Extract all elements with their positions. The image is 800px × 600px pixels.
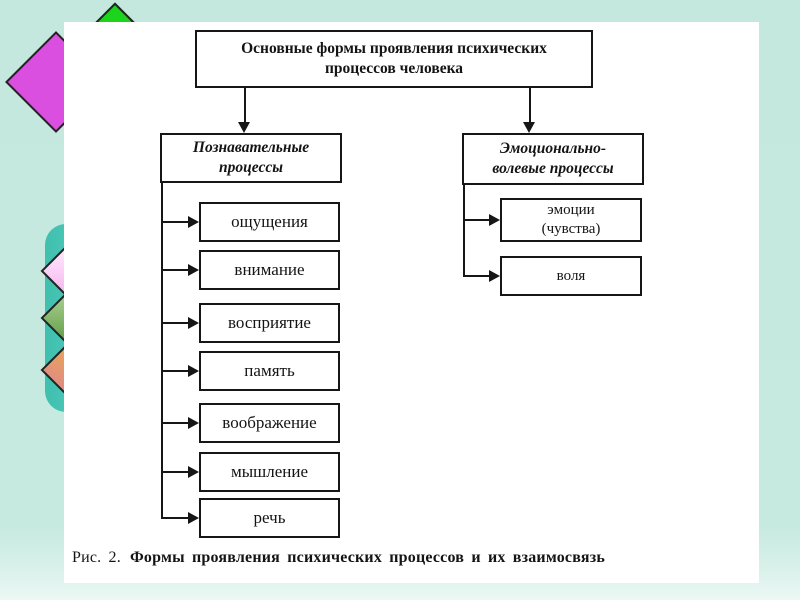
arrow-right-icon	[489, 214, 500, 226]
cognitive-processes-header-box	[160, 133, 342, 183]
process-box-imagination	[199, 403, 340, 443]
diagram-title: Основные формы проявления психических процессов человека	[241, 39, 547, 77]
connector-line	[163, 221, 189, 223]
process-box-speech	[199, 498, 340, 538]
process-label: память	[244, 361, 295, 380]
process-label: речь	[253, 508, 286, 527]
content-panel	[64, 22, 759, 583]
connector-line	[244, 88, 246, 122]
process-box-emotions	[500, 198, 642, 242]
diagram-title-box	[195, 30, 593, 88]
arrow-down-icon	[523, 122, 535, 133]
process-box-sensations	[199, 202, 340, 242]
process-box-perception	[199, 303, 340, 343]
process-box-attention	[199, 250, 340, 290]
emotional-volitional-header-box	[462, 133, 644, 185]
process-label: эмоции (чувства)	[541, 202, 601, 237]
connector-line	[529, 88, 531, 122]
connector-line	[163, 422, 189, 424]
arrow-right-icon	[188, 365, 199, 377]
process-box-memory	[199, 351, 340, 391]
process-label: воображение	[222, 413, 317, 432]
connector-line	[465, 219, 489, 221]
connector-line	[161, 183, 163, 519]
figure-caption-text: Формы проявления психических процессов и их взаимосвязь	[129, 549, 606, 566]
connector-line	[163, 322, 189, 324]
process-label: внимание	[234, 260, 305, 279]
arrow-right-icon	[489, 270, 500, 282]
connector-line	[163, 517, 189, 519]
connector-line	[163, 370, 189, 372]
figure-caption-number: Рис. 2.	[72, 549, 121, 566]
arrow-right-icon	[188, 512, 199, 524]
process-box-thinking	[199, 452, 340, 492]
process-label: воля	[556, 267, 586, 284]
arrow-right-icon	[188, 466, 199, 478]
process-box-will	[500, 256, 642, 296]
cognitive-processes-header: Познавательные процессы	[192, 138, 310, 176]
emotional-volitional-header: Эмоционально-волевые процессы	[492, 139, 614, 177]
process-label: мышление	[230, 462, 309, 481]
connector-line	[163, 471, 189, 473]
connector-line	[463, 185, 465, 277]
arrow-down-icon	[238, 122, 250, 133]
connector-line	[465, 275, 489, 277]
arrow-right-icon	[188, 216, 199, 228]
process-label: ощущения	[231, 212, 308, 231]
arrow-right-icon	[188, 317, 199, 329]
connector-line	[163, 269, 189, 271]
figure-caption	[72, 549, 758, 567]
arrow-right-icon	[188, 264, 199, 276]
arrow-right-icon	[188, 417, 199, 429]
process-label: восприятие	[228, 313, 311, 332]
